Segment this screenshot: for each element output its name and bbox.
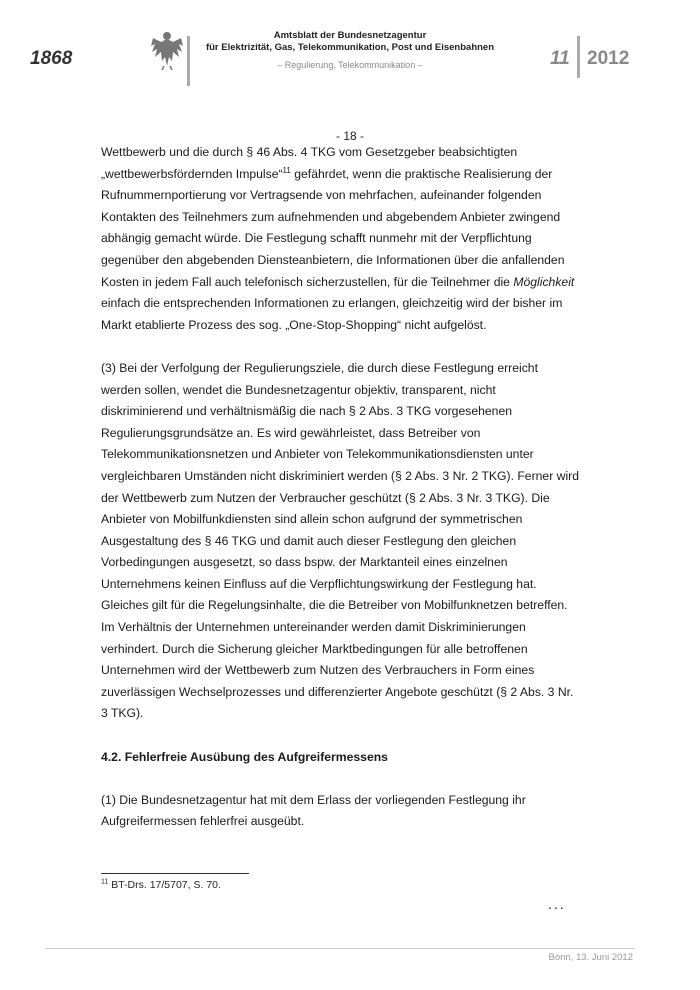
footer-date: Bonn, 13. Juni 2012 bbox=[548, 952, 633, 963]
paragraph-text: einfach die entsprechenden Informationen zu erlangen, gleichzeitig wird der bisher im Markt etablierte Prozess des sog. „One-Stop-Shopping“ nicht aufgelöst. bbox=[101, 296, 563, 332]
issue-year: 2012 bbox=[587, 48, 630, 69]
page-marker: - 18 - bbox=[335, 129, 364, 143]
publication-title-line1: Amtsblatt der Bundesnetzagentur bbox=[273, 30, 427, 41]
issue-divider bbox=[577, 36, 580, 78]
footnote-text: BT-Drs. 17/5707, S. 70. bbox=[108, 879, 221, 891]
paragraph-continuation bbox=[101, 142, 581, 336]
publication-title-line2: für Elektrizität, Gas, Telekommunikation, Post und Eisenbahnen bbox=[205, 42, 495, 53]
header-page-number: 1868 bbox=[30, 48, 73, 69]
footnote-reference: 11 bbox=[282, 165, 291, 175]
footnote-separator bbox=[101, 873, 249, 874]
emphasized-word: Möglichkeit bbox=[513, 274, 575, 289]
section-heading: 4.2. Fehlerfreie Ausübung des Aufgreifermessens bbox=[101, 749, 388, 764]
issue-number: 11 bbox=[550, 48, 570, 69]
footnote-number: 11 bbox=[101, 878, 109, 886]
paragraph-text: Wettbewerb und die durch § 46 Abs. 4 TKG vom Gesetzgeber beabsichtigten „wettbewerbsfördernden Impulse“ bbox=[101, 145, 518, 181]
publication-title bbox=[190, 30, 510, 54]
publication-subtitle: – Regulierung, Telekommunikation – bbox=[277, 60, 423, 70]
continuation-marker: ... bbox=[548, 896, 566, 912]
paragraph-regulatory-goals: (3) Bei der Verfolgung der Regulierungsziele, die durch diese Festlegung erreicht werden sollen, wendet die Bundesnetzagentur objektiv, transparent, nicht diskriminierend und verhältnismäßig die nach § 2 Abs. 3 TKG vorgesehenen Regulierungsgrundsätze an. Es wird gewährleistet, dass Betreiber von Telekommunikationsnetzen und Anbieter von Telekommunikationsdiensten unter vergleichbaren Umständen nicht diskriminiert werden (§ 2 Abs. 3 Nr. 2 TKG). Ferner wird der Wettbewerb zum Nutzen der Verbraucher geschützt (§ 2 Abs. 3 Nr. 3 TKG). Die Anbieter von Mobilfunkdiensten sind allein schon aufgrund der symmetrischen Ausgestaltung des § 46 TKG und damit auch dieser Festlegung den gleichen Vorbedingungen ausgesetzt, so dass bspw. der Marktanteil eines einzelnen Unternehmens keinen Einfluss auf die Verpflichtungswirkung der Festlegung hat. Gleiches gilt für die Regelungsinhalte, die die Betreiber von Mobilfunknetzen betreffen. Im Verhältnis der Unternehmen untereinander werden damit Diskriminierungen verhindert. Durch die Sicherung gleicher Marktbedingungen für alle betroffenen Unternehmen wird der Wettbewerb zum Nutzen des Verbrauchers in Form eines zuverlässigen Wechselprozesses und differenzierter Angebote geschützt (§ 2 Abs. 3 Nr. 3 TKG). bbox=[101, 360, 579, 721]
footer-separator bbox=[45, 948, 635, 949]
paragraph-text: gefährdet, wenn die praktische Realisierung der Rufnummernportierung vor Vertragsende von mehrfachen, aufeinander folgenden Kontakten des Teilnehmers zum aufnehmenden und abgebendem Anbieter zwingend abhängig gemacht würde. Die Festlegung schafft nunmehr mit der Verpflichtung gegenüber den abgebenden Diensteanbietern, die Informationen über die anfallenden Kosten in jedem Fall auch telefonisch sicherzustellen, für die Teilnehmer die bbox=[101, 166, 565, 289]
footnote bbox=[101, 879, 221, 891]
federal-eagle-icon bbox=[150, 30, 184, 70]
paragraph-discretion: (1) Die Bundesnetzagentur hat mit dem Erlass der vorliegenden Festlegung ihr Aufgreifermessen fehlerfrei ausgeübt. bbox=[101, 792, 526, 829]
document-body bbox=[101, 142, 581, 833]
